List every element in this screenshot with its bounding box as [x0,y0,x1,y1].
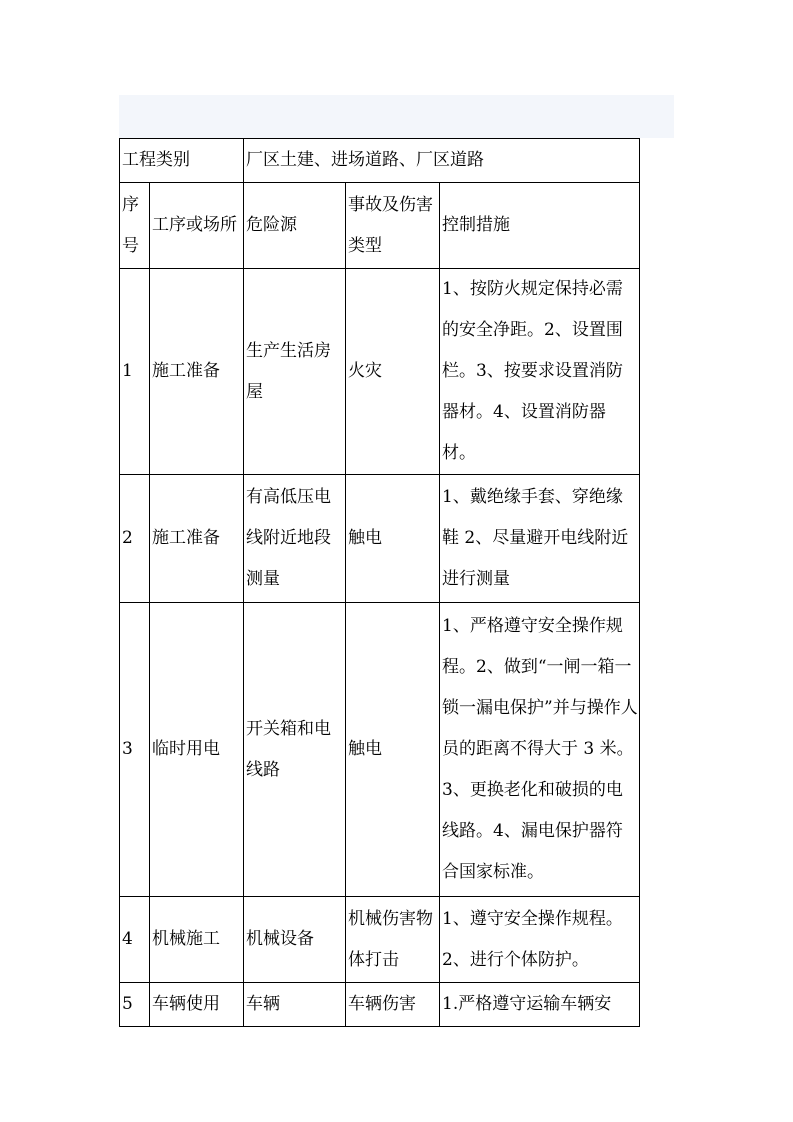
table-row [120,269,640,475]
row-accident: 火灾 [346,269,440,475]
row-process: 施工准备 [150,269,244,475]
row-accident: 车辆伤害 [346,983,440,1027]
row-process: 车辆使用 [150,983,244,1027]
row-no: 3 [120,603,150,897]
row-no: 4 [120,897,150,983]
column-header-no: 序号 [120,183,150,269]
row-process: 临时用电 [150,603,244,897]
row-process: 施工准备 [150,475,244,603]
row-hazard: 生产生活房屋 [244,269,346,475]
category-label: 工程类别 [120,139,244,183]
row-accident: 机械伤害物体打击 [346,897,440,983]
table-row [120,897,640,983]
row-no: 2 [120,475,150,603]
table-row [120,983,640,1027]
row-no: 1 [120,269,150,475]
row-accident: 触电 [346,475,440,603]
category-row [120,139,640,183]
row-hazard: 机械设备 [244,897,346,983]
row-control: 1、按防火规定保持必需的安全净距。2、设置围栏。3、按要求设置消防器材。4、设置消防器材。 [440,269,640,475]
column-header-accident: 事故及伤害类型 [346,183,440,269]
row-process: 机械施工 [150,897,244,983]
hazard-table [119,138,640,1027]
row-accident: 触电 [346,603,440,897]
row-hazard: 开关箱和电线路 [244,603,346,897]
table-row [120,603,640,897]
row-no: 5 [120,983,150,1027]
column-header-row [120,183,640,269]
row-hazard: 有高低压电线附近地段测量 [244,475,346,603]
category-value: 厂区土建、进场道路、厂区道路 [244,139,640,183]
row-control: 1、遵守安全操作规程。2、进行个体防护。 [440,897,640,983]
row-hazard: 车辆 [244,983,346,1027]
column-header-process: 工序或场所 [150,183,244,269]
header-band [119,95,674,138]
row-control: 1、戴绝缘手套、穿绝缘鞋 2、尽量避开电线附近进行测量 [440,475,640,603]
row-control: 1、严格遵守安全操作规程。2、做到“一闸一箱一锁一漏电保护”并与操作人员的距离不得大于 3 米。3、更换老化和破损的电线路。4、漏电保护器符合国家标准。 [440,603,640,897]
row-control: 1.严格遵守运输车辆安 [440,983,640,1027]
column-header-control: 控制措施 [440,183,640,269]
column-header-hazard: 危险源 [244,183,346,269]
table-row [120,475,640,603]
